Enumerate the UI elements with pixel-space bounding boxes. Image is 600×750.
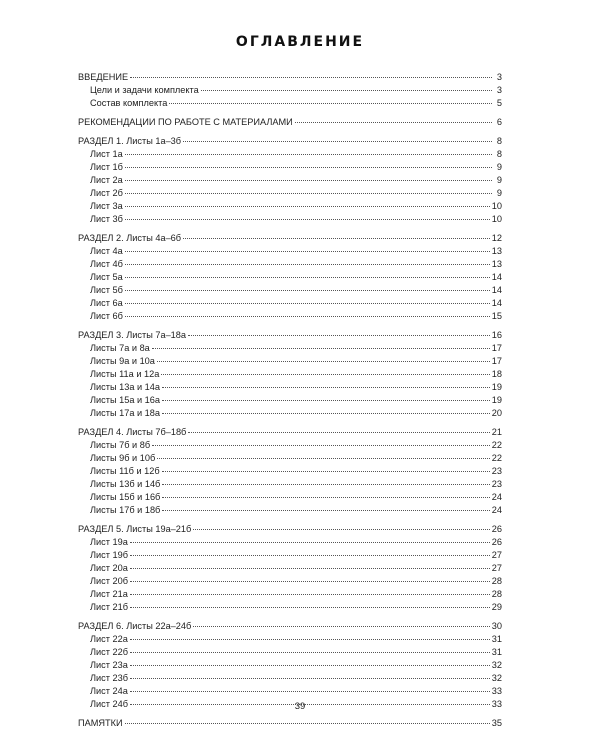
toc-entry-title: Лист 24б	[90, 699, 128, 709]
toc-entry-page: 20	[491, 408, 502, 418]
toc-entry-page: 18	[491, 369, 502, 379]
toc-entry-page: 16	[491, 330, 502, 340]
toc-entry-page: 28	[491, 589, 502, 599]
page-title: ОГЛАВЛЕНИЕ	[235, 34, 365, 50]
toc-entry-title: Лист 20б	[90, 576, 128, 586]
toc-entry-title: Лист 6б	[90, 311, 123, 321]
toc-subentry[interactable]	[78, 549, 502, 562]
toc-entry-title: Лист 4б	[90, 259, 123, 269]
toc-entry-page: 33	[491, 686, 502, 696]
dot-leader	[125, 251, 490, 252]
toc-entry-title: Листы 7б и 8б	[90, 440, 151, 450]
toc-section-entry[interactable]	[78, 620, 502, 633]
dot-leader	[188, 432, 489, 433]
toc-section	[78, 135, 502, 226]
dot-leader	[193, 529, 489, 530]
toc-entry-page: 14	[491, 272, 502, 282]
toc-subentry[interactable]	[78, 284, 502, 297]
dot-leader	[162, 400, 490, 401]
page-number: 39	[294, 701, 306, 712]
toc-entry-title: Листы 13б и 14б	[90, 479, 161, 489]
dot-leader	[193, 626, 489, 627]
toc-subentry[interactable]	[78, 659, 502, 672]
toc-entry-title: Листы 7а и 8а	[90, 343, 150, 353]
dot-leader	[152, 445, 490, 446]
toc-entry-page: 24	[491, 505, 502, 515]
toc-entry-page: 17	[491, 343, 502, 353]
toc-entry-page: 10	[491, 214, 502, 224]
toc-entry-title: Лист 21а	[90, 589, 128, 599]
dot-leader	[130, 678, 490, 679]
toc-subentry[interactable]	[78, 439, 502, 452]
toc-entry-title: РАЗДЕЛ 4. Листы 7б–18б	[78, 427, 187, 437]
toc-entry-title: Лист 3а	[90, 201, 123, 211]
dot-leader	[130, 607, 490, 608]
toc-entry-title: РАЗДЕЛ 6. Листы 22а–24б	[78, 621, 192, 631]
toc-entry-title: Лист 22а	[90, 634, 128, 644]
dot-leader	[125, 154, 492, 155]
toc-section	[78, 329, 502, 420]
toc-subentry[interactable]	[78, 633, 502, 646]
dot-leader	[183, 238, 490, 239]
toc-entry-page: 15	[491, 311, 502, 321]
toc-entry-page: 12	[491, 233, 502, 243]
toc-entry-page: 6	[496, 117, 502, 127]
dot-leader	[162, 413, 490, 414]
toc-section-entry[interactable]	[78, 71, 502, 84]
toc-entry-page: 35	[491, 718, 502, 728]
toc-entry-page: 31	[491, 647, 502, 657]
toc-section-entry[interactable]	[78, 717, 502, 730]
dot-leader	[130, 691, 490, 692]
toc-subentry[interactable]	[78, 646, 502, 659]
toc-subentry[interactable]	[78, 297, 502, 310]
toc-entry-title: Лист 22б	[90, 647, 128, 657]
toc-subentry[interactable]	[78, 575, 502, 588]
toc-entry-title: Лист 2а	[90, 175, 123, 185]
dot-leader	[125, 206, 490, 207]
toc-entry-title: Лист 1б	[90, 162, 123, 172]
toc-entry-page: 26	[491, 537, 502, 547]
toc-entry-title: РАЗДЕЛ 1. Листы 1а–3б	[78, 136, 182, 146]
dot-leader	[157, 458, 490, 459]
toc-entry-page: 14	[491, 298, 502, 308]
toc-entry-title: Лист 3б	[90, 214, 123, 224]
toc-subentry[interactable]	[78, 84, 502, 97]
dot-leader	[201, 90, 492, 91]
toc-entry-title: Лист 2б	[90, 188, 123, 198]
dot-leader	[125, 219, 490, 220]
dot-leader	[130, 581, 490, 582]
table-of-contents	[78, 71, 502, 736]
toc-section-entry[interactable]	[78, 523, 502, 536]
toc-subentry[interactable]	[78, 685, 502, 698]
toc-section	[78, 116, 502, 129]
toc-entry-page: 30	[491, 621, 502, 631]
toc-entry-title: Лист 1а	[90, 149, 123, 159]
toc-entry-page: 5	[496, 98, 502, 108]
toc-entry-page: 13	[491, 259, 502, 269]
toc-entry-page: 23	[491, 466, 502, 476]
toc-entry-title: Листы 17а и 18а	[90, 408, 161, 418]
dot-leader	[162, 484, 489, 485]
toc-entry-title: Лист 19а	[90, 537, 128, 547]
toc-subentry[interactable]	[78, 355, 502, 368]
toc-entry-title: Лист 4а	[90, 246, 123, 256]
dot-leader	[295, 122, 492, 123]
toc-entry-page: 8	[496, 136, 502, 146]
toc-entry-title: Лист 6а	[90, 298, 123, 308]
toc-entry-title: Состав комплекта	[90, 98, 168, 108]
toc-entry-title: Лист 24а	[90, 686, 128, 696]
dot-leader	[130, 639, 490, 640]
dot-leader	[157, 361, 490, 362]
toc-entry-page: 22	[491, 453, 502, 463]
toc-entry-title: Листы 11б и 12б	[90, 466, 160, 476]
toc-entry-title: Листы 13а и 14а	[90, 382, 161, 392]
toc-subentry[interactable]	[78, 310, 502, 323]
toc-subentry[interactable]	[78, 187, 502, 200]
dot-leader	[125, 193, 492, 194]
toc-section-entry[interactable]	[78, 232, 502, 245]
toc-entry-page: 32	[491, 660, 502, 670]
toc-subentry[interactable]	[78, 381, 502, 394]
toc-entry-title: Цели и задачи комплекта	[90, 85, 199, 95]
dot-leader	[162, 497, 489, 498]
toc-subentry[interactable]	[78, 161, 502, 174]
toc-entry-title: Листы 17б и 18б	[90, 505, 161, 515]
toc-entry-page: 13	[491, 246, 502, 256]
toc-section-entry[interactable]	[78, 135, 502, 148]
toc-entry-page: 28	[491, 576, 502, 586]
toc-entry-page: 9	[496, 175, 502, 185]
dot-leader	[125, 180, 492, 181]
toc-subentry[interactable]	[78, 258, 502, 271]
dot-leader	[152, 348, 490, 349]
toc-section	[78, 232, 502, 323]
toc-entry-title: Лист 5а	[90, 272, 123, 282]
toc-section	[78, 620, 502, 711]
toc-section	[78, 71, 502, 110]
dot-leader	[162, 387, 490, 388]
toc-entry-page: 21	[491, 427, 502, 437]
toc-entry-page: 23	[491, 479, 502, 489]
toc-entry-title: РЕКОМЕНДАЦИИ ПО РАБОТЕ С МАТЕРИАЛАМИ	[78, 117, 293, 127]
toc-entry-page: 19	[491, 382, 502, 392]
toc-entry-title: Лист 20а	[90, 563, 128, 573]
toc-entry-title: Лист 21б	[90, 602, 128, 612]
toc-entry-page: 3	[496, 85, 502, 95]
toc-entry-page: 9	[496, 162, 502, 172]
toc-section	[78, 523, 502, 614]
dot-leader	[162, 510, 489, 511]
toc-entry-page: 10	[491, 201, 502, 211]
toc-entry-page: 27	[491, 563, 502, 573]
toc-entry-page: 8	[496, 149, 502, 159]
toc-subentry[interactable]	[78, 588, 502, 601]
dot-leader	[125, 303, 490, 304]
toc-entry-page: 31	[491, 634, 502, 644]
dot-leader	[169, 103, 492, 104]
toc-entry-title: РАЗДЕЛ 5. Листы 19а–21б	[78, 524, 192, 534]
toc-entry-title: Лист 23а	[90, 660, 128, 670]
toc-entry-title: Лист 5б	[90, 285, 123, 295]
dot-leader	[130, 665, 490, 666]
dot-leader	[130, 555, 490, 556]
dot-leader	[130, 652, 490, 653]
toc-subentry[interactable]	[78, 465, 502, 478]
dot-leader	[161, 374, 489, 375]
dot-leader	[130, 77, 492, 78]
dot-leader	[125, 316, 490, 317]
toc-subentry[interactable]	[78, 504, 502, 517]
toc-subentry[interactable]	[78, 200, 502, 213]
toc-subentry[interactable]	[78, 97, 502, 110]
toc-section-entry[interactable]	[78, 116, 502, 129]
toc-entry-page: 3	[496, 72, 502, 82]
toc-entry-page: 22	[491, 440, 502, 450]
dot-leader	[125, 264, 490, 265]
toc-subentry[interactable]	[78, 452, 502, 465]
dot-leader	[125, 167, 492, 168]
toc-entry-title: Листы 9б и 10б	[90, 453, 156, 463]
toc-entry-title: РАЗДЕЛ 3. Листы 7а–18а	[78, 330, 187, 340]
toc-subentry[interactable]	[78, 342, 502, 355]
toc-section	[78, 717, 502, 730]
toc-entry-page: 24	[491, 492, 502, 502]
toc-entry-page: 27	[491, 550, 502, 560]
toc-entry-page: 26	[491, 524, 502, 534]
toc-subentry[interactable]	[78, 368, 502, 381]
toc-entry-page: 14	[491, 285, 502, 295]
toc-subentry[interactable]	[78, 478, 502, 491]
toc-entry-title: Листы 15б и 16б	[90, 492, 161, 502]
toc-subentry[interactable]	[78, 271, 502, 284]
toc-entry-title: Листы 15а и 16а	[90, 395, 161, 405]
toc-subentry[interactable]	[78, 407, 502, 420]
toc-entry-page: 19	[491, 395, 502, 405]
toc-entry-title: ПАМЯТКИ	[78, 718, 123, 728]
toc-entry-page: 17	[491, 356, 502, 366]
toc-entry-title: РАЗДЕЛ 2. Листы 4а–6б	[78, 233, 182, 243]
dot-leader	[162, 471, 490, 472]
toc-subentry[interactable]	[78, 394, 502, 407]
dot-leader	[130, 568, 490, 569]
toc-entry-title: Лист 23б	[90, 673, 128, 683]
toc-entry-page: 32	[491, 673, 502, 683]
toc-entry-page: 33	[491, 699, 502, 709]
toc-subentry[interactable]	[78, 491, 502, 504]
toc-subentry[interactable]	[78, 601, 502, 614]
dot-leader	[130, 542, 490, 543]
toc-entry-title: Листы 11а и 12а	[90, 369, 160, 379]
dot-leader	[125, 723, 490, 724]
dot-leader	[125, 290, 490, 291]
toc-subentry[interactable]	[78, 536, 502, 549]
toc-subentry[interactable]	[78, 148, 502, 161]
toc-subentry[interactable]	[78, 213, 502, 226]
toc-subentry[interactable]	[78, 562, 502, 575]
toc-entry-page: 29	[491, 602, 502, 612]
toc-entry-title: Листы 9а и 10а	[90, 356, 155, 366]
toc-entry-title: Лист 19б	[90, 550, 128, 560]
dot-leader	[130, 594, 490, 595]
toc-entry-page: 9	[496, 188, 502, 198]
toc-subentry[interactable]	[78, 672, 502, 685]
toc-subentry[interactable]	[78, 174, 502, 187]
toc-section-entry[interactable]	[78, 329, 502, 342]
toc-subentry[interactable]	[78, 245, 502, 258]
toc-section-entry[interactable]	[78, 426, 502, 439]
dot-leader	[183, 141, 492, 142]
dot-leader	[125, 277, 490, 278]
toc-entry-title: ВВЕДЕНИЕ	[78, 72, 129, 82]
toc-section	[78, 426, 502, 517]
dot-leader	[188, 335, 490, 336]
